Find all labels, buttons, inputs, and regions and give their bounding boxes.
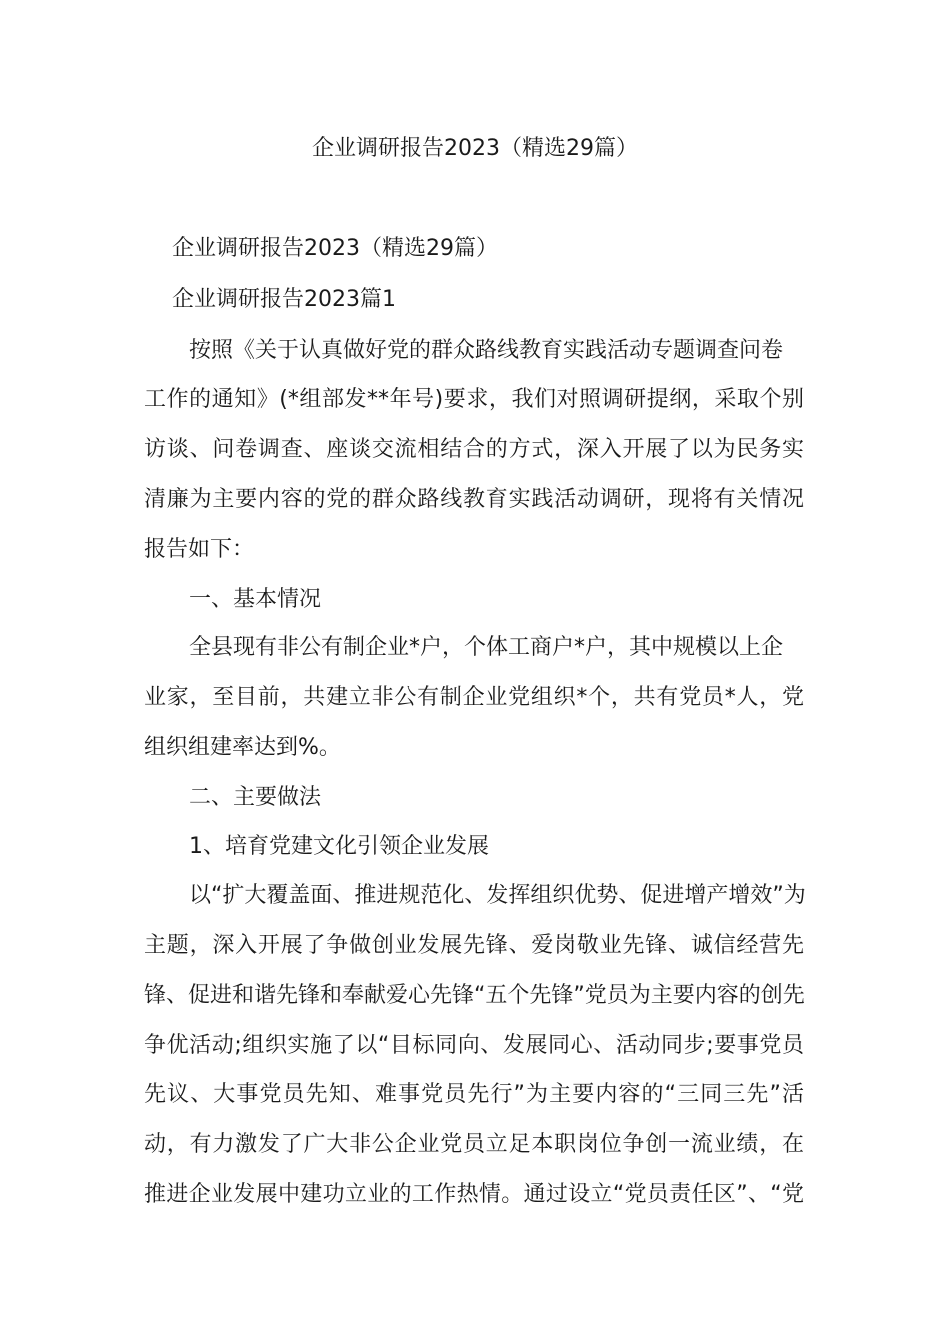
paragraph-line: 报告如下：: [144, 537, 255, 562]
paragraph-line: 动，有力激发了广大非公企业党员立足本职岗位争创一流业绩，在: [144, 1132, 804, 1157]
paragraph-line: 访谈、问卷调查、座谈交流相结合的方式，深入开展了以为民务实: [144, 437, 804, 462]
paragraph-line: 按照《关于认真做好党的群众路线教育实践活动专题调查问卷: [189, 338, 784, 363]
section-heading: 一、基本情况: [189, 587, 322, 612]
paragraph-line: 主题，深入开展了争做创业发展先锋、爱岗敬业先锋、诚信经营先: [144, 933, 804, 958]
paragraph-line: 以“扩大覆盖面、推进规范化、发挥组织优势、促进增产增效”为: [189, 883, 806, 908]
paragraph-line: 争优活动;组织实施了以“目标同向、发展同心、活动同步;要事党员: [144, 1033, 804, 1058]
document-title: 企业调研报告2023（精选29篇）: [312, 136, 638, 161]
paragraph-line: 锋、促进和谐先锋和奉献爱心先锋“五个先锋”党员为主要内容的创先: [144, 983, 805, 1008]
paragraph-line: 业家，至目前，共建立非公有制企业党组织*个，共有党员*人，党: [144, 685, 804, 710]
subsection-heading: 1、培育党建文化引领企业发展: [189, 834, 489, 859]
paragraph-line: 推进企业发展中建功立业的工作热情。通过设立“党员责任区”、“党: [144, 1182, 804, 1207]
paragraph-line: 全县现有非公有制企业*户，个体工商户*户，其中规模以上企: [189, 635, 784, 660]
paragraph-line: 组织组建率达到%。: [144, 735, 341, 760]
paragraph-line: 先议、大事党员先知、难事党员先行”为主要内容的“三同三先”活: [144, 1082, 804, 1107]
document-subtitle: 企业调研报告2023（精选29篇）: [172, 236, 498, 261]
section-title: 企业调研报告2023篇1: [172, 287, 396, 312]
paragraph-line: 工作的通知》(*组部发**年号)要求，我们对照调研提纲，采取个别: [144, 387, 804, 412]
section-heading: 二、主要做法: [189, 785, 322, 810]
paragraph-line: 清廉为主要内容的党的群众路线教育实践活动调研，现将有关情况: [144, 487, 804, 512]
